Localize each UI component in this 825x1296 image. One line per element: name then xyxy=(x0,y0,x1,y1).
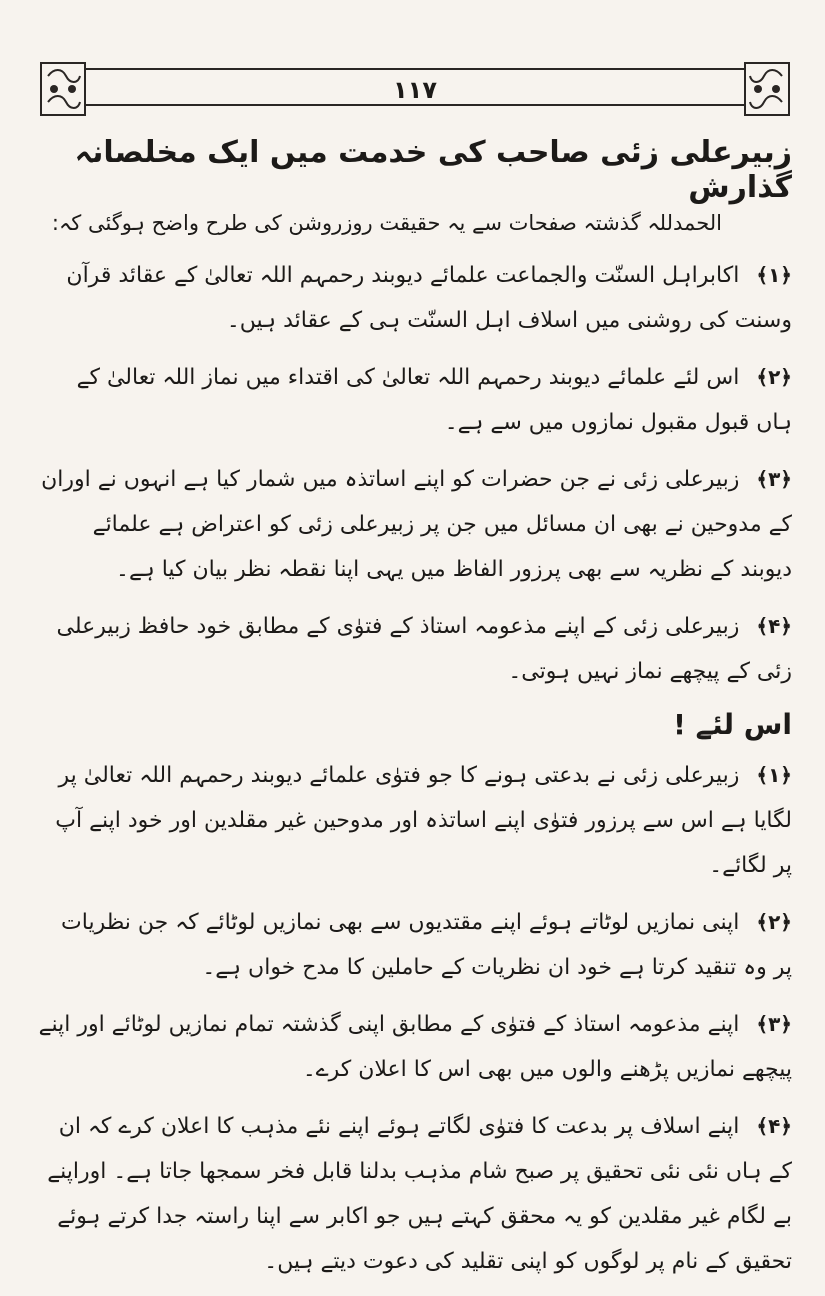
list-item xyxy=(36,753,792,888)
item-number: ﴿۱﴾ xyxy=(756,263,792,287)
list-item xyxy=(36,1002,792,1092)
floral-ornament-icon xyxy=(744,62,790,116)
page-header xyxy=(40,62,790,116)
item-text: اپنی نمازیں لوٹاتے ہوئے اپنے مقتدیوں سے بھی نمازیں لوٹائے کہ جن نظریات پر وہ تنقید کرتا ہے خود ان نظریات کے حاملین کا مدح خواں ہے۔ xyxy=(61,910,792,980)
list-item xyxy=(36,253,792,343)
page-number: ۱۱۷ xyxy=(393,76,437,104)
list-item xyxy=(36,457,792,592)
item-number: ﴿۳﴾ xyxy=(756,467,792,491)
item-text: زبیرعلی زئی نے بدعتی ہونے کا جو فتوٰی علمائے دیوبند رحمہم اللہ تعالیٰ پر لگایا ہے اس سے پرزور فتوٰی اپنے اساتذہ اور مدوحین غیر مقلدین اور خود اپنے آپ پر لگائے۔ xyxy=(55,763,792,878)
header-rule-bottom xyxy=(86,104,744,106)
item-text: اپنے مذعومہ استاذ کے فتوٰی کے مطابق اپنی گذشتہ تمام نمازیں لوٹائے اور اپنے پیچھے نمازیں پڑھنے والوں میں بھی اس کا اعلان کرے۔ xyxy=(38,1012,792,1082)
section-heading: اس لئے ! xyxy=(673,708,792,741)
list-item xyxy=(36,355,792,445)
item-text: زبیرعلی زئی کے اپنے مذعومہ استاذ کے فتوٰی کے مطابق خود حافظ زبیرعلی زئی کے پیچھے نماز نہیں ہوتی۔ xyxy=(56,614,792,684)
page-title: زبیرعلی زئی صاحب کی خدمت میں ایک مخلصانہ گذارش xyxy=(74,135,792,205)
header-rule-top xyxy=(86,68,744,70)
item-number: ﴿۴﴾ xyxy=(756,614,792,638)
intro-line: الحمدللہ گذشتہ صفحات سے یہ حقیقت روزروشن کی طرح واضح ہوگئی کہ: xyxy=(51,211,722,235)
item-text: اس لئے علمائے دیوبند رحمہم اللہ تعالیٰ کی اقتداء میں نماز اللہ تعالیٰ کے ہاں قبول مقبول نمازوں میں سے ہے۔ xyxy=(76,365,792,435)
item-number: ﴿۴﴾ xyxy=(756,1114,792,1138)
item-number: ﴿۲﴾ xyxy=(756,365,792,389)
list-item xyxy=(36,1104,792,1284)
item-number: ﴿۲﴾ xyxy=(756,910,792,934)
item-text: زبیرعلی زئی نے جن حضرات کو اپنے اساتذہ میں شمار کیا ہے انہوں نے اوران کے مدوحین نے بھی ان مسائل میں جن پر زبیرعلی زئی کو اعتراض ہے علمائے دیوبند کے نظریہ سے بھی پرزور الفاظ میں یہی اپنا نقطہ نظر بیان کیا ہے۔ xyxy=(41,467,792,582)
list-item xyxy=(36,900,792,990)
page-body xyxy=(36,135,792,1296)
item-number: ﴿۱﴾ xyxy=(756,763,792,787)
list-item xyxy=(36,604,792,694)
item-text: اپنے اسلاف پر بدعت کا فتوٰی لگاتے ہوئے اپنے نئے مذہب کا اعلان کرے کہ ان کے ہاں نئی نئی تحقیق پر صبح شام مذہب بدلنا قابل فخر سمجھا جاتا ہے۔ اوراپنے بے لگام غیر مقلدین کو یہ محقق کہتے ہیں جو اکابر سے اپنا راستہ جدا کرتے ہوئے تحقیق کے نام پر لوگوں کو اپنی تقلید کی دعوت دیتے ہیں۔ xyxy=(47,1114,792,1274)
item-text: اکابراہل السنّت والجماعت علمائے دیوبند رحمہم اللہ تعالیٰ کے عقائد قرآن وسنت کی روشنی میں اسلاف اہل السنّت ہی کے عقائد ہیں۔ xyxy=(66,263,792,333)
item-number: ﴿۳﴾ xyxy=(756,1012,792,1036)
